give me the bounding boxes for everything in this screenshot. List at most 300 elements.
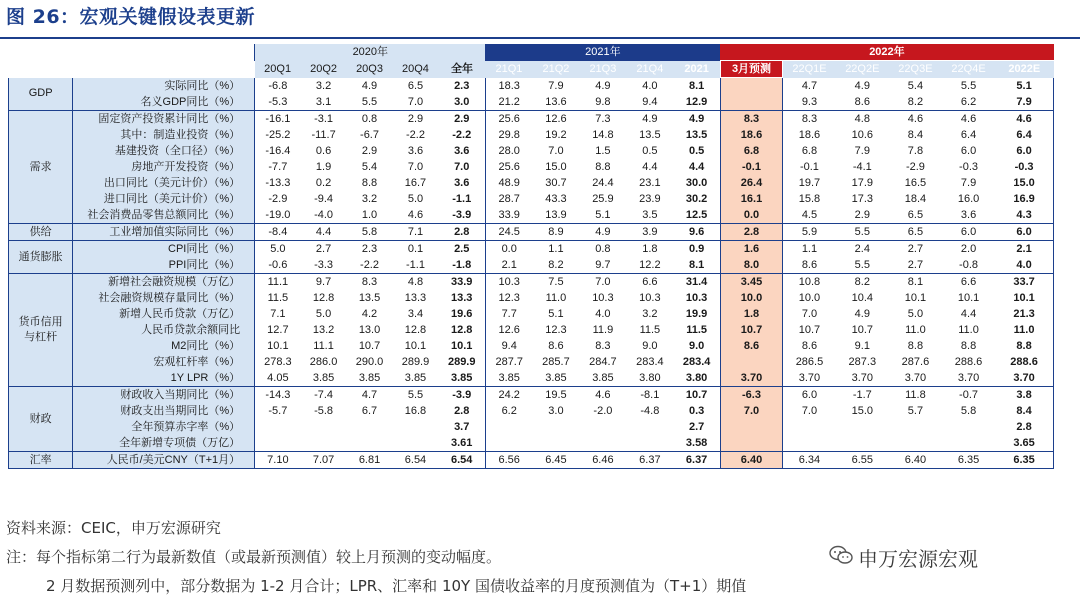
data-cell: 3.85 <box>532 370 579 387</box>
data-cell: 11.5 <box>267 292 289 304</box>
data-cell: 33.9 <box>485 207 532 224</box>
data-cell: 4.5 <box>783 207 836 224</box>
data-cell <box>889 435 942 452</box>
table-row <box>9 257 1054 274</box>
data-cell: 13.5 <box>673 127 720 143</box>
data-cell: 5.1 <box>995 78 1053 95</box>
data-cell: 8.0 <box>720 257 782 274</box>
data-cell: -6.8 <box>268 79 288 92</box>
data-cell: 2.7 <box>907 243 924 255</box>
page-title: 图 26：宏观关键假设表更新 <box>6 6 256 28</box>
data-cell: -3.9 <box>438 207 485 224</box>
year-2022-header: 2022年 <box>720 44 1053 61</box>
data-cell: -3.9 <box>438 387 485 404</box>
data-cell: -11.7 <box>311 129 336 141</box>
data-cell: 18.6 <box>798 129 821 141</box>
data-cell: 6.55 <box>836 452 889 469</box>
footnote-1: 注：每个指标第二行为最新数值（或最新预测值）较上月预测的变动幅度。 <box>6 548 502 566</box>
data-cell: 8.1 <box>673 78 720 95</box>
data-cell: 13.3 <box>404 292 427 304</box>
data-cell: -2.2 <box>347 257 393 274</box>
data-cell: 6.56 <box>485 452 532 469</box>
table-row <box>9 241 1054 258</box>
data-cell: 7.9 <box>995 94 1053 111</box>
table-row <box>9 175 1054 191</box>
data-cell: 10.3 <box>592 292 614 304</box>
data-cell: 25.9 <box>592 193 614 205</box>
data-cell: 4.0 <box>642 79 658 92</box>
macro-assumptions-table <box>8 44 1054 469</box>
data-cell: 2.9 <box>438 111 485 128</box>
data-cell: 8.6 <box>548 340 564 352</box>
table-row <box>9 387 1054 404</box>
data-cell: 10.7 <box>720 322 782 338</box>
data-cell: 4.05 <box>255 370 301 387</box>
data-cell: 1.1 <box>801 243 818 255</box>
data-cell: 9.8 <box>579 94 626 111</box>
data-cell <box>626 435 673 452</box>
data-cell: 25.6 <box>498 161 520 173</box>
data-cell: 5.5 <box>347 94 393 111</box>
data-cell: 286.0 <box>309 356 338 368</box>
data-cell: -6.3 <box>720 387 782 404</box>
data-cell: 9.3 <box>783 94 836 111</box>
data-cell <box>942 419 995 435</box>
data-cell: 4.9 <box>579 224 626 241</box>
data-cell: 8.1 <box>907 276 924 288</box>
data-cell: 30.7 <box>545 177 567 189</box>
data-cell: 2.8 <box>995 419 1053 435</box>
indicator-label: 社会融资规模存量同比（%） <box>73 290 255 306</box>
table-row <box>9 143 1054 159</box>
data-cell: 6.0 <box>995 143 1053 159</box>
data-cell: 5.5 <box>836 224 889 241</box>
data-cell: 8.4 <box>907 129 924 141</box>
data-cell: 4.4 <box>642 161 658 173</box>
data-cell: 3.6 <box>438 175 485 191</box>
data-cell: 10.7 <box>851 324 874 336</box>
data-cell <box>720 435 782 452</box>
data-cell: 3.2 <box>315 79 332 92</box>
data-cell: 13.5 <box>639 129 661 141</box>
data-cell: 4.7 <box>801 79 818 92</box>
data-cell: 4.4 <box>960 308 977 320</box>
data-cell: 17.3 <box>851 193 874 205</box>
indicator-label: 财政支出当期同比（%） <box>73 403 255 419</box>
data-cell: 7.07 <box>301 452 347 469</box>
indicator-label: 名义GDP同比（%） <box>73 94 255 111</box>
data-cell: 6.46 <box>579 452 626 469</box>
data-cell <box>942 435 995 452</box>
data-cell: 12.8 <box>312 292 335 304</box>
data-cell: 9.1 <box>854 340 870 352</box>
data-cell <box>532 435 579 452</box>
data-cell: 3.6 <box>407 145 424 157</box>
data-cell: 4.6 <box>995 111 1053 128</box>
data-cell: 5.5 <box>836 257 889 274</box>
data-cell: 10.3 <box>639 292 661 304</box>
data-cell: 10.3 <box>498 276 520 288</box>
data-cell: 43.3 <box>545 193 567 205</box>
indicator-label: PPI同比（%） <box>73 257 255 274</box>
data-cell: 2.9 <box>361 145 378 157</box>
data-cell: -2.9 <box>905 161 925 173</box>
data-cell: 8.6 <box>783 257 836 274</box>
data-cell: 7.5 <box>548 276 564 288</box>
table-row <box>9 78 1054 95</box>
indicator-label: 工业增加值实际同比（%） <box>73 224 255 241</box>
data-cell: 284.7 <box>589 356 617 368</box>
data-cell: -16.4 <box>265 145 291 157</box>
indicator-label: 固定资产投资累计同比（%） <box>73 111 255 128</box>
data-cell: -5.8 <box>314 405 334 417</box>
data-cell: -2.9 <box>268 193 288 205</box>
data-cell: 3.85 <box>438 370 485 387</box>
data-cell: 29.8 <box>498 129 520 141</box>
data-cell: 21.2 <box>485 94 532 111</box>
data-cell: 24.4 <box>592 177 614 189</box>
data-cell: 13.5 <box>358 292 381 304</box>
data-cell: -2.2 <box>438 127 485 143</box>
table-row <box>9 452 1054 469</box>
column-header: 2022E <box>995 61 1053 78</box>
data-cell: 6.37 <box>626 452 673 469</box>
indicator-label: 财政收入当期同比（%） <box>73 387 255 404</box>
data-cell: -9.4 <box>314 193 334 205</box>
data-cell: 10.4 <box>851 292 874 304</box>
data-cell: 290.0 <box>355 356 384 368</box>
footnote-2: 2 月数据预测列中，部分数据为 1-2 月合计；LPR、汇率和 10Y 国债收益率的月度预测值为（T+1）期值 <box>46 577 747 595</box>
data-cell: 8.8 <box>595 161 611 173</box>
column-header: 2021 <box>673 61 720 78</box>
data-cell: 1.1 <box>548 243 564 255</box>
data-cell: 288.6 <box>995 354 1053 370</box>
data-cell: 5.8 <box>347 224 393 241</box>
category-cell: 汇率 <box>9 452 73 469</box>
data-cell: 11.0 <box>995 322 1053 338</box>
data-cell: 5.8 <box>960 405 977 417</box>
data-cell: 3.4 <box>407 308 424 320</box>
data-cell: 3.2 <box>642 308 658 320</box>
data-cell: 0.1 <box>407 243 424 255</box>
data-cell: 9.0 <box>673 338 720 354</box>
data-cell: 2.8 <box>438 403 485 419</box>
data-cell: 0.6 <box>315 145 332 157</box>
data-cell: 2.7 <box>673 419 720 435</box>
data-cell: -7.4 <box>314 389 334 401</box>
data-cell: 10.7 <box>358 340 381 352</box>
column-header: 20Q3 <box>347 61 393 78</box>
data-cell: 12.7 <box>267 324 289 336</box>
data-cell: 2.5 <box>438 241 485 258</box>
data-cell: 10.1 <box>957 292 980 304</box>
data-cell: 3.0 <box>548 405 564 417</box>
data-cell: 5.1 <box>579 207 626 224</box>
column-header: 21Q2 <box>532 61 579 78</box>
data-cell: 8.1 <box>673 257 720 274</box>
data-cell: 7.0 <box>801 308 818 320</box>
data-cell: 11.8 <box>905 389 926 401</box>
data-cell: 16.5 <box>904 177 927 189</box>
data-cell: 26.4 <box>720 175 782 191</box>
data-cell: 7.9 <box>548 79 564 92</box>
data-cell: 10.0 <box>798 292 821 304</box>
data-cell: 3.80 <box>626 370 673 387</box>
data-cell: 7.9 <box>960 177 977 189</box>
indicator-label: CPI同比（%） <box>73 241 255 258</box>
data-cell: 4.9 <box>854 79 870 92</box>
data-cell: 8.3 <box>801 113 818 125</box>
data-cell: 6.37 <box>673 452 720 469</box>
data-cell: 33.7 <box>995 274 1053 291</box>
indicator-label: 1Y LPR（%） <box>73 370 255 387</box>
data-cell: 3.5 <box>626 207 673 224</box>
data-cell: 3.70 <box>995 370 1053 387</box>
data-cell: -6.7 <box>360 129 379 141</box>
data-cell <box>393 419 439 435</box>
table-row <box>9 111 1054 128</box>
data-cell <box>485 435 532 452</box>
data-cell: 16.7 <box>404 177 427 189</box>
table-row <box>9 274 1054 291</box>
data-cell: 4.3 <box>995 207 1053 224</box>
data-cell: 3.6 <box>942 207 995 224</box>
column-header: 20Q4 <box>393 61 439 78</box>
table-row <box>9 354 1054 370</box>
data-cell: -2.2 <box>405 129 425 141</box>
data-cell: 3.70 <box>889 370 942 387</box>
data-cell: -1.8 <box>438 257 485 274</box>
data-cell: 10.8 <box>798 276 821 288</box>
data-cell: 6.5 <box>889 224 942 241</box>
data-cell: 30.0 <box>673 175 720 191</box>
data-cell <box>301 435 347 452</box>
data-cell: 287.3 <box>848 356 877 368</box>
year-2021-header: 2021年 <box>485 44 720 61</box>
table-row <box>9 435 1054 452</box>
table-row <box>9 224 1054 241</box>
category-cell: 需求 <box>9 111 73 224</box>
column-header: 22Q1E <box>783 61 836 78</box>
data-cell: 3.0 <box>438 94 485 111</box>
column-header: 21Q4 <box>626 61 673 78</box>
data-cell: 3.70 <box>720 370 782 387</box>
data-cell: 13.9 <box>532 207 579 224</box>
data-cell: 10.7 <box>798 324 821 336</box>
data-cell <box>255 419 301 435</box>
data-cell: 12.2 <box>626 257 673 274</box>
data-cell: 7.1 <box>270 308 286 320</box>
data-cell: 289.9 <box>438 354 485 370</box>
data-cell: 9.4 <box>501 340 517 352</box>
data-cell: 2.9 <box>836 207 889 224</box>
data-cell: 2.3 <box>361 243 378 255</box>
data-cell: 23.1 <box>639 177 661 189</box>
data-cell: 17.9 <box>851 177 874 189</box>
data-cell: -0.7 <box>959 389 979 401</box>
data-cell: 7.0 <box>438 159 485 175</box>
indicator-label: 社会消费品零售总额同比（%） <box>73 207 255 224</box>
data-cell <box>720 94 782 111</box>
data-cell: 6.5 <box>407 79 424 92</box>
data-cell: 1.0 <box>347 207 393 224</box>
column-header: 20Q1 <box>255 61 301 78</box>
data-cell: 6.54 <box>438 452 485 469</box>
data-cell: 8.8 <box>907 340 924 352</box>
indicator-label: 新增社会融资规模（万亿） <box>73 274 255 291</box>
data-cell: 18.6 <box>720 127 782 143</box>
data-cell: 4.6 <box>595 389 611 401</box>
data-cell: 8.6 <box>720 338 782 354</box>
data-cell: 3.2 <box>361 193 378 205</box>
column-header: 21Q1 <box>485 61 532 78</box>
data-cell: 16.1 <box>720 191 782 207</box>
data-cell: 3.85 <box>347 370 393 387</box>
data-cell: 31.4 <box>673 274 720 291</box>
data-cell <box>783 435 836 452</box>
column-header: 21Q3 <box>579 61 626 78</box>
data-cell: 8.8 <box>361 177 378 189</box>
data-cell: -16.1 <box>265 113 291 125</box>
data-cell: 24.5 <box>485 224 532 241</box>
data-cell: -0.6 <box>255 257 301 274</box>
data-cell: 28.7 <box>498 193 520 205</box>
data-cell: -0.1 <box>720 159 782 175</box>
data-cell: 33.9 <box>438 274 485 291</box>
indicator-label: 人民币/美元CNY（T+1月） <box>73 452 255 469</box>
year-2020-header: 2020年 <box>255 44 486 61</box>
data-cell: 5.0 <box>907 308 924 320</box>
data-cell: 19.5 <box>545 389 567 401</box>
data-cell: 4.4 <box>301 224 347 241</box>
data-cell: 7.0 <box>595 276 611 288</box>
data-cell <box>532 419 579 435</box>
data-cell: 14.8 <box>592 129 614 141</box>
data-cell: 19.2 <box>545 129 567 141</box>
data-cell <box>347 419 393 435</box>
data-cell: 6.2 <box>942 94 995 111</box>
data-cell: 1.8 <box>720 306 782 322</box>
data-cell: 10.1 <box>404 340 427 352</box>
data-cell: 12.3 <box>498 292 520 304</box>
data-cell: 2.1 <box>995 241 1053 258</box>
data-cell: 11.9 <box>592 324 614 336</box>
data-cell: 16.8 <box>404 405 427 417</box>
data-cell <box>720 78 782 95</box>
data-cell: 287.7 <box>495 356 523 368</box>
data-cell: 11.1 <box>267 276 289 288</box>
data-cell: 1.5 <box>595 145 611 157</box>
data-cell: 2.3 <box>438 78 485 95</box>
data-cell: 13.2 <box>312 324 335 336</box>
title-divider <box>0 37 1080 39</box>
data-cell: 5.1 <box>548 308 564 320</box>
data-cell: 285.7 <box>542 356 570 368</box>
data-cell: -0.3 <box>995 159 1053 175</box>
data-cell: -1.1 <box>393 257 439 274</box>
data-cell: 7.3 <box>595 113 611 125</box>
data-cell: 3.58 <box>673 435 720 452</box>
data-cell: 8.2 <box>854 276 870 288</box>
data-cell: 19.9 <box>673 306 720 322</box>
data-cell: 6.40 <box>889 452 942 469</box>
table-row <box>9 403 1054 419</box>
data-cell: 6.0 <box>995 224 1053 241</box>
table-row <box>9 127 1054 143</box>
data-cell <box>783 419 836 435</box>
data-cell: 3.8 <box>995 387 1053 404</box>
data-cell: 30.2 <box>673 191 720 207</box>
data-cell: 6.5 <box>889 207 942 224</box>
data-cell: 6.0 <box>942 224 995 241</box>
data-cell: 283.4 <box>673 354 720 370</box>
data-cell: 10.7 <box>673 387 720 404</box>
data-cell: 4.9 <box>361 79 378 92</box>
data-cell: 288.6 <box>954 356 983 368</box>
data-cell: 0.8 <box>595 243 611 255</box>
table-row <box>9 370 1054 387</box>
data-cell <box>347 435 393 452</box>
data-cell: 4.6 <box>907 113 924 125</box>
data-cell: 11.0 <box>905 324 926 336</box>
data-cell: 10.1 <box>438 338 485 354</box>
data-cell: 2.8 <box>720 224 782 241</box>
data-cell: 0.3 <box>673 403 720 419</box>
data-cell: 3.70 <box>942 370 995 387</box>
table-row <box>9 419 1054 435</box>
column-header: 22Q4E <box>942 61 995 78</box>
data-cell: 1.9 <box>315 161 332 173</box>
data-cell: 5.9 <box>783 224 836 241</box>
data-cell: 8.3 <box>720 111 782 128</box>
data-cell: -19.0 <box>255 207 301 224</box>
data-cell: 4.6 <box>960 113 977 125</box>
data-cell: 13.6 <box>532 94 579 111</box>
data-cell: 6.45 <box>532 452 579 469</box>
category-cell: 财政 <box>9 387 73 452</box>
data-cell: 0.5 <box>673 143 720 159</box>
table-row <box>9 191 1054 207</box>
category-cell: GDP <box>9 78 73 111</box>
data-cell: 7.0 <box>393 94 439 111</box>
data-cell: 8.2 <box>532 257 579 274</box>
data-cell: 5.4 <box>907 79 924 92</box>
data-cell: 6.0 <box>801 389 818 401</box>
data-cell: 9.4 <box>626 94 673 111</box>
indicator-label: 人民币贷款余额同比 <box>73 322 255 338</box>
indicator-label: 宏观杠杆率（%） <box>73 354 255 370</box>
data-cell: -1.7 <box>852 389 872 401</box>
data-cell: -0.3 <box>959 161 979 173</box>
data-cell: -4.0 <box>301 207 347 224</box>
data-cell: 8.8 <box>995 338 1053 354</box>
data-cell: 6.2 <box>501 405 517 417</box>
table-row <box>9 94 1054 111</box>
data-cell: 3.61 <box>438 435 485 452</box>
data-cell: 0.8 <box>361 113 378 125</box>
table-row <box>9 338 1054 354</box>
data-cell: 0.2 <box>315 177 332 189</box>
data-cell: 3.85 <box>485 370 532 387</box>
data-cell: 7.0 <box>801 405 818 417</box>
data-cell: 2.7 <box>315 243 332 255</box>
data-cell: 13.0 <box>358 324 381 336</box>
data-cell: 19.6 <box>438 306 485 322</box>
data-cell: 6.6 <box>642 276 658 288</box>
data-cell: 18.3 <box>498 79 520 92</box>
data-cell: 4.0 <box>595 308 611 320</box>
data-cell: 278.3 <box>264 356 292 368</box>
